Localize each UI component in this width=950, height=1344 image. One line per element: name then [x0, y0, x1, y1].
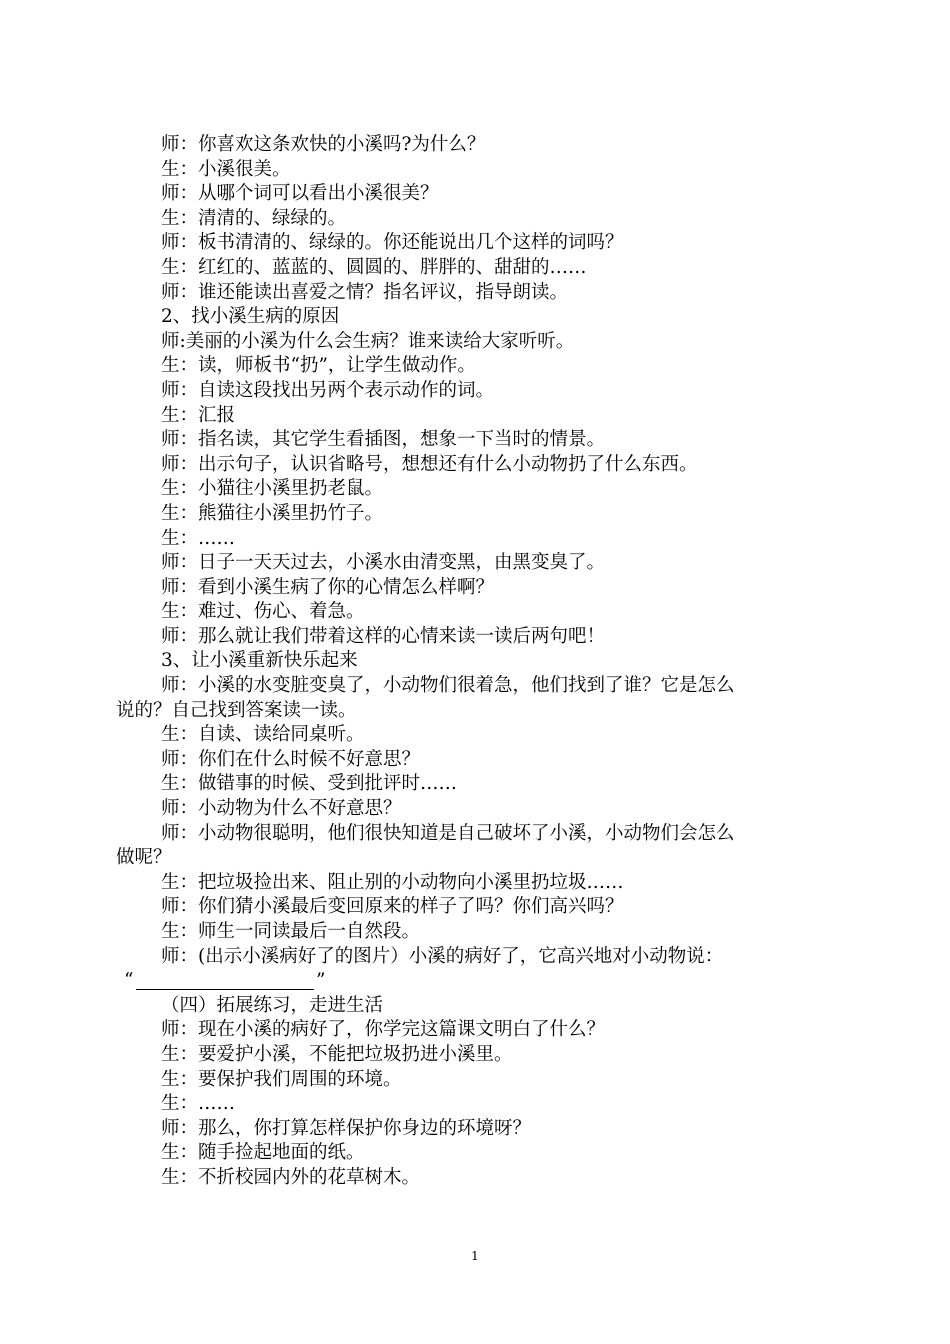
dialogue-line: 生：把垃圾捡出来、阻止别的小动物向小溪里扔垃圾…… — [161, 871, 624, 893]
dialogue-line: 生：小溪很美。 — [161, 158, 291, 180]
dialogue-line: 生：红红的、蓝蓝的、圆圆的、胖胖的、甜甜的…… — [161, 256, 587, 278]
dialogue-line: 生：不折校园内外的花草树木。 — [161, 1166, 421, 1188]
dialogue-line: 师：自读这段找出另两个表示动作的词。 — [161, 379, 495, 401]
dialogue-line: 生：要爱护小溪，不能把垃圾扔进小溪里。 — [161, 1043, 513, 1065]
dialogue-line: 生：要保护我们周围的环境。 — [161, 1068, 402, 1090]
fill-in-blank-line — [136, 989, 314, 990]
dialogue-line: 师：小动物为什么不好意思？ — [161, 798, 402, 820]
dialogue-line: 师：谁还能读出喜爱之情？指名评议，指导朗读。 — [161, 281, 569, 303]
dialogue-line: 师：板书清清的、绿绿的。你还能说出几个这样的词吗？ — [161, 232, 624, 254]
section-heading: （四）拓展练习，走进生活 — [161, 994, 384, 1016]
dialogue-line: 师：小动物很聪明，他们很快知道是自己破坏了小溪，小动物们会怎么 — [161, 822, 735, 844]
dialogue-line: 生：做错事的时候、受到批评时…… — [161, 773, 458, 795]
dialogue-line: 师：你们在什么时候不好意思？ — [161, 748, 421, 770]
fill-in-quote — [116, 969, 838, 994]
dialogue-line: 生：难过、伤心、着急。 — [161, 601, 365, 623]
dialogue-line: 生：…… — [161, 1093, 236, 1115]
dialogue-line: 师：看到小溪生病了你的心情怎么样啊？ — [161, 576, 495, 598]
close-quote-mark: ” — [316, 970, 326, 992]
dialogue-line: 师：日子一天天过去，小溪水由清变黑，由黑变臭了。 — [161, 552, 606, 574]
page-number: 1 — [471, 1249, 479, 1263]
open-quote-mark: “ — [124, 970, 134, 992]
dialogue-line: 师：那么，你打算怎样保护你身边的环境呀？ — [161, 1117, 532, 1139]
dialogue-line: 生：读，师板书“扔”，让学生做动作。 — [161, 355, 476, 377]
dialogue-line-continuation: 说的？自己找到答案读一读。 — [116, 699, 357, 721]
dialogue-line: 生：随手捡起地面的纸。 — [161, 1142, 365, 1164]
dialogue-line: 师：小溪的水变脏变臭了，小动物们很着急，他们找到了谁？它是怎么 — [161, 675, 735, 697]
dialogue-line: 师：现在小溪的病好了，你学完这篇课文明白了什么？ — [161, 1019, 606, 1041]
section-heading: 2、找小溪生病的原因 — [161, 306, 340, 328]
dialogue-line: 生：…… — [161, 527, 236, 549]
dialogue-line: 生：清清的、绿绿的。 — [161, 207, 347, 229]
dialogue-line: 生：汇报 — [161, 404, 236, 426]
dialogue-line-continuation: 做呢？ — [116, 847, 172, 869]
dialogue-line: 生：自读、读给同桌听。 — [161, 724, 365, 746]
dialogue-line: 生：小猫往小溪里扔老鼠。 — [161, 478, 384, 500]
dialogue-line: 师：你喜欢这条欢快的小溪吗?为什么？ — [161, 134, 486, 155]
lesson-transcript — [116, 133, 838, 1191]
dialogue-line: 师：(出示小溪病好了的图片）小溪的病好了，它高兴地对小动物说： — [161, 945, 724, 967]
dialogue-line: 生：师生一同读最后一自然段。 — [161, 921, 421, 942]
dialogue-line: 师：出示句子，认识省略号，想想还有什么小动物扔了什么东西。 — [161, 453, 698, 475]
dialogue-line: 师：指名读，其它学生看插图，想象一下当时的情景。 — [161, 429, 606, 451]
section-heading: 3、让小溪重新快乐起来 — [161, 650, 358, 672]
dialogue-line: 师：从哪个词可以看出小溪很美？ — [161, 183, 439, 205]
dialogue-line: 师：那么就让我们带着这样的心情来读一读后两句吧！ — [161, 625, 606, 647]
dialogue-line: 师:美丽的小溪为什么会生病？谁来读给大家听听。 — [161, 330, 575, 352]
dialogue-line: 生：熊猫往小溪里扔竹子。 — [161, 502, 384, 524]
dialogue-line: 师：你们猜小溪最后变回原来的样子了吗？你们高兴吗？ — [161, 896, 624, 918]
